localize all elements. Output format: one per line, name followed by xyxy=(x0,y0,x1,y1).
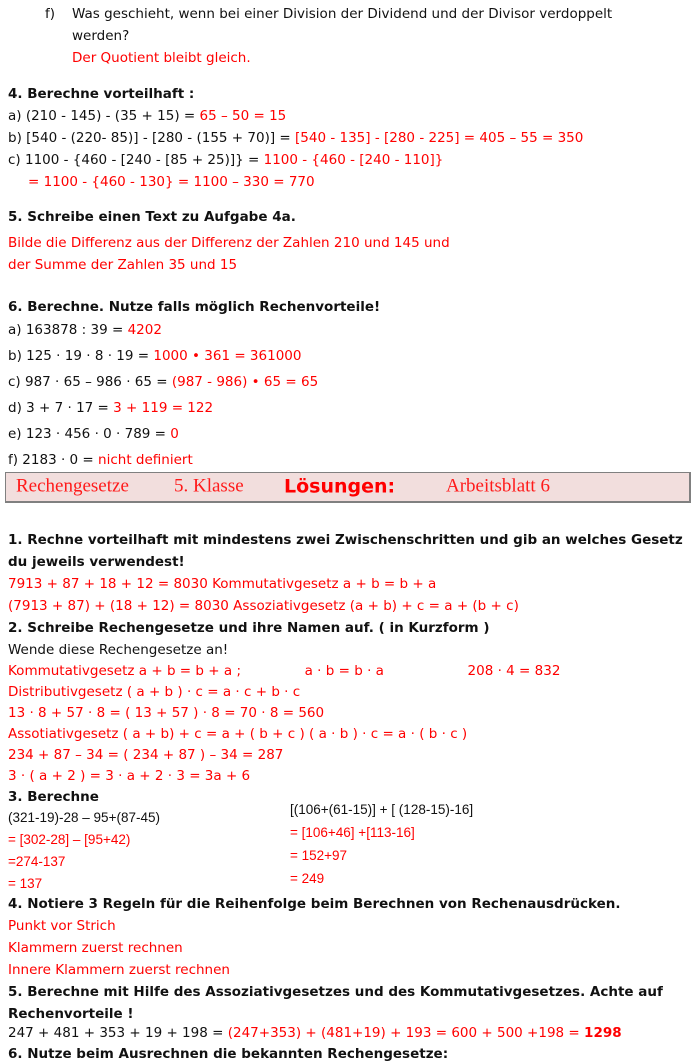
b-task3-heading: 3. Berechne xyxy=(8,789,99,805)
task4-item-a xyxy=(8,110,286,124)
task4-item-a-answer: 65 – 50 = 15 xyxy=(199,108,287,124)
b-task5-answer: (247+353) + (481+19) + 193 = 600 + 500 +198 = xyxy=(227,1025,585,1041)
b-task2-law1-row xyxy=(8,665,560,679)
task6-item-a-question: a) 163878 : 39 = xyxy=(8,322,128,338)
exercise-f-question-line1: Was geschieht, wenn bei einer Division der Dividend und der Divisor verdoppelt xyxy=(72,6,613,22)
b-task4-heading: 4. Notiere 3 Regeln für die Reihenfolge beim Berechnen von Rechenausdrücken. xyxy=(8,896,621,912)
exercise-f-answer: Der Quotient bleibt gleich. xyxy=(72,50,251,66)
task6-item-b-answer: 1000 • 361 = 361000 xyxy=(153,348,302,364)
b-task3-right-step1: = [106+46] +[113-16] xyxy=(290,825,415,840)
b-task1-heading-line2: du jeweils verwendest! xyxy=(8,554,185,570)
task6-item-c xyxy=(8,376,318,390)
b-task5-calculation xyxy=(8,1027,622,1041)
b-task3-right-step2: = 152+97 xyxy=(290,848,348,863)
task6-item-d-answer: 3 + 119 = 122 xyxy=(113,400,214,416)
task5-answer-line1: Bilde die Differenz aus der Differenz der Zahlen 210 und 145 und xyxy=(8,235,450,251)
b-task6-heading: 6. Nutze beim Ausrechnen die bekannten Rechengesetze: xyxy=(8,1046,449,1062)
b-task3-left-question: (321-19)-28 – 95+(87-45) xyxy=(8,810,160,825)
b-task1-answer-line1: 7913 + 87 + 18 + 12 = 8030 Kommutativgesetz a + b = b + a xyxy=(8,576,437,592)
task4-item-c-question: c) 1100 - {460 - [240 - [85 + 25)]} = xyxy=(8,152,264,168)
task6-item-e xyxy=(8,428,179,442)
task6-item-e-answer: 0 xyxy=(170,426,179,442)
b-task2-subheading: Wende diese Rechengesetze an! xyxy=(8,642,229,658)
task4-item-a-question: a) (210 - 145) - (35 + 15) = xyxy=(8,108,200,124)
task4-item-c-answer: 1100 - {460 - [240 - 110]} xyxy=(263,152,444,168)
task6-item-a xyxy=(8,324,162,338)
task6-item-c-question: c) 987 · 65 – 986 · 65 = xyxy=(8,374,172,390)
task6-item-f xyxy=(8,454,193,468)
task6-item-b-question: b) 125 · 19 · 8 · 19 = xyxy=(8,348,154,364)
task4-item-b-question: b) [540 - (220- 85)] - [280 - (155 + 70)] = xyxy=(8,130,296,146)
b-task1-answer-line2: (7913 + 87) + (18 + 12) = 8030 Assoziativgesetz (a + b) + c = a + (b + c) xyxy=(8,598,519,614)
exercise-f-question-line2: werden? xyxy=(72,28,130,44)
b-task2-law3-name: Assotiativgesetz ( a + b) + c = a + ( b + c ) ( a · b ) · c = a · ( b · c ) xyxy=(8,726,468,742)
b-task5-question: 247 + 481 + 353 + 19 + 198 = xyxy=(8,1025,228,1041)
b-task2-heading: 2. Schreibe Rechengesetze und ihre Namen auf. ( in Kurzform ) xyxy=(8,620,490,636)
b-task2-law3-example2: 3 · ( a + 2 ) = 3 · a + 2 · 3 = 3a + 6 xyxy=(8,768,251,784)
task4-item-b xyxy=(8,132,583,146)
b-task4-rule2: Klammern zuerst rechnen xyxy=(8,940,183,956)
task5-heading: 5. Schreibe einen Text zu Aufgabe 4a. xyxy=(8,209,296,225)
b-task2-law1-col3: 208 · 4 = 832 xyxy=(467,663,561,679)
b-task3-left-step1: = [302-28] – [95+42) xyxy=(8,832,131,847)
banner-title: Rechengesetze xyxy=(16,475,129,497)
task4-heading: 4. Berechne vorteilhaft : xyxy=(8,86,195,102)
b-task5-heading-line1: 5. Berechne mit Hilfe des Assoziativgesetzes und des Kommutativgesetzes. Achte auf xyxy=(8,984,663,1000)
task6-heading: 6. Berechne. Nutze falls möglich Rechenvorteile! xyxy=(8,299,381,315)
task6-item-a-answer: 4202 xyxy=(127,322,162,338)
task4-item-b-answer: [540 - 135] - [280 - 225] = 405 – 55 = 350 xyxy=(295,130,584,146)
banner-grade: 5. Klasse xyxy=(174,475,244,497)
b-task2-law1-col2: a · b = b · a xyxy=(304,663,384,679)
worksheet-banner xyxy=(5,472,691,503)
banner-sheet-number: Arbeitsblatt 6 xyxy=(446,475,550,497)
task4-item-c xyxy=(8,154,443,168)
task5-answer-line2: der Summe der Zahlen 35 und 15 xyxy=(8,257,238,273)
task6-item-d-question: d) 3 + 7 · 17 = xyxy=(8,400,114,416)
banner-solutions: Lösungen: xyxy=(284,475,396,498)
task6-item-f-question: f) 2183 · 0 = xyxy=(8,452,99,468)
b-task3-left-step2: =274-137 xyxy=(8,854,66,869)
b-task3-left-step3: = 137 xyxy=(8,876,43,891)
exercise-f-label: f) xyxy=(45,6,56,22)
b-task3-right-step3: = 249 xyxy=(290,871,325,886)
b-task1-heading-line1: 1. Rechne vorteilhaft mit mindestens zwei Zwischenschritten und gib an welches Gesetz xyxy=(8,532,683,548)
b-task2-law2-example: 13 · 8 + 57 · 8 = ( 13 + 57 ) · 8 = 70 · 8 = 560 xyxy=(8,705,325,721)
b-task4-rule3: Innere Klammern zuerst rechnen xyxy=(8,962,230,978)
b-task2-law3-example1: 234 + 87 – 34 = ( 234 + 87 ) – 34 = 287 xyxy=(8,747,284,763)
task6-item-e-question: e) 123 · 456 · 0 · 789 = xyxy=(8,426,171,442)
task6-item-d xyxy=(8,402,213,416)
b-task4-rule1: Punkt vor Strich xyxy=(8,918,116,934)
task6-item-c-answer: (987 - 986) • 65 = 65 xyxy=(171,374,319,390)
b-task3-right-question: [(106+(61-15)] + [ (128-15)-16] xyxy=(290,802,474,817)
task6-item-b xyxy=(8,350,301,364)
task4-item-c-continuation: = 1100 - {460 - 130} = 1100 – 330 = 770 xyxy=(28,174,315,190)
b-task2-law2-name: Distributivgesetz ( a + b ) · c = a · c + b · c xyxy=(8,684,301,700)
b-task2-law1-name: Kommutativgesetz a + b = b + a ; xyxy=(8,663,241,679)
b-task5-answer-result: 1298 xyxy=(584,1025,622,1041)
b-task5-heading-line2: Rechenvorteile ! xyxy=(8,1006,134,1022)
task6-item-f-answer: nicht definiert xyxy=(98,452,193,468)
